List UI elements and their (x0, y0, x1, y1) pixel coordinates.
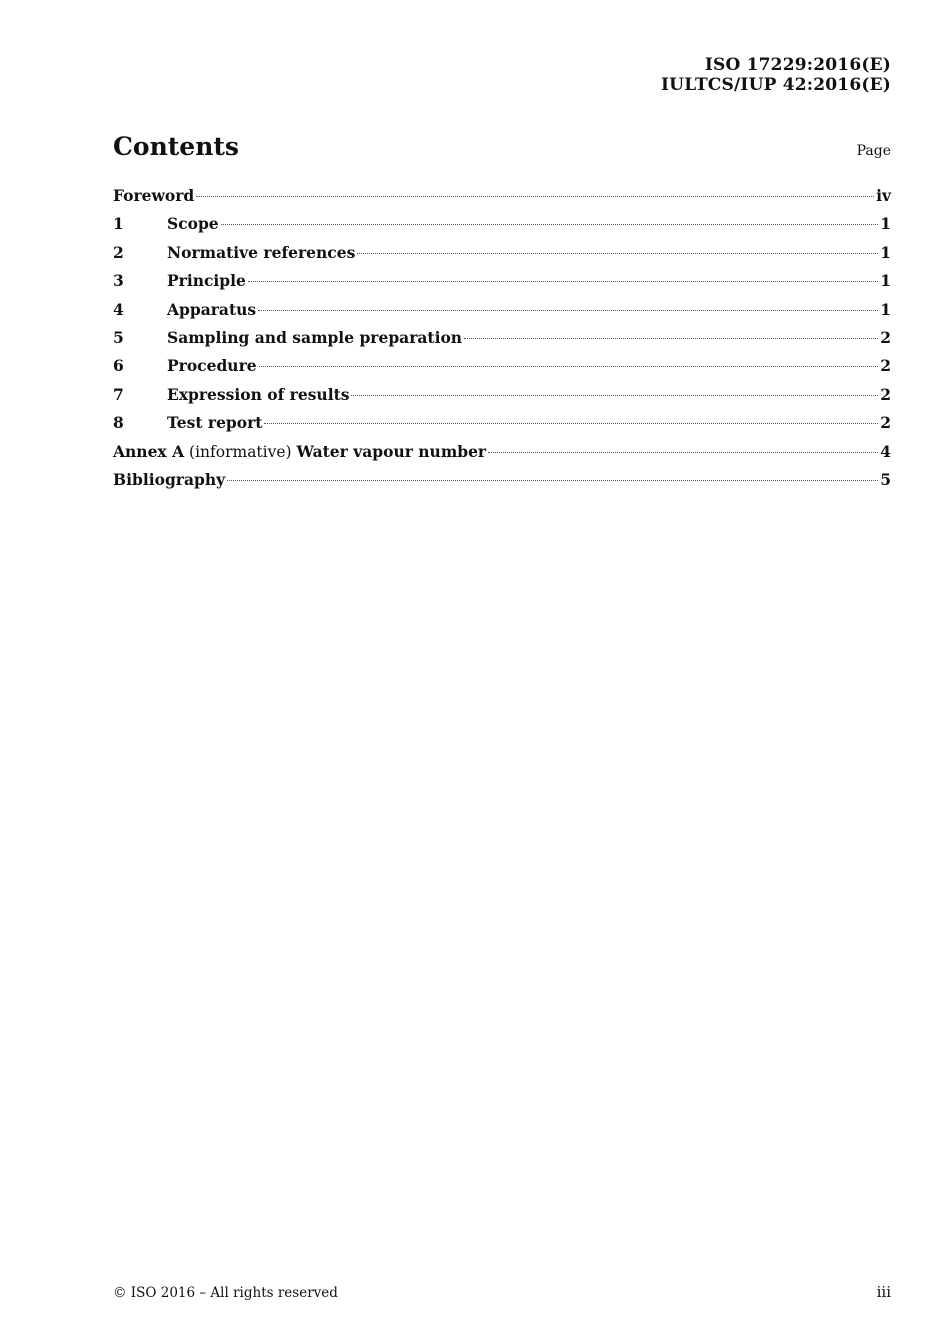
toc-page-number: 1 (880, 299, 891, 319)
toc-number: 8 (113, 413, 124, 433)
toc-entry-annex-a[interactable] (113, 441, 891, 469)
dot-leader (221, 224, 879, 225)
toc-title: Water vapour number (296, 441, 487, 461)
toc-entry-sampling[interactable] (113, 327, 891, 355)
copyright-notice: © ISO 2016 – All rights reserved (113, 1285, 338, 1301)
dot-leader (248, 281, 878, 282)
doc-id-iso: ISO 17229:2016(E) (704, 55, 891, 75)
annex-label: Annex A (113, 441, 185, 461)
dot-leader (464, 338, 878, 339)
toc-entry-apparatus[interactable] (113, 299, 891, 327)
toc-number: 4 (113, 299, 124, 319)
toc-title: Scope (167, 214, 219, 234)
toc-page-number: 1 (880, 271, 891, 291)
contents-header (113, 130, 891, 170)
toc-title: Foreword (113, 186, 195, 205)
dot-leader (259, 366, 879, 367)
toc-number: 5 (113, 327, 124, 347)
toc-page-number: iv (876, 186, 891, 205)
toc-entry-procedure[interactable] (113, 355, 891, 383)
dot-leader (264, 423, 878, 424)
toc-title: Expression of results (167, 384, 350, 404)
toc-title: Principle (167, 271, 246, 291)
toc-number: 2 (113, 242, 124, 262)
dot-leader (227, 480, 878, 481)
dot-leader (488, 452, 878, 453)
toc-entry-principle[interactable] (113, 270, 891, 298)
toc-page-number: 2 (880, 327, 891, 347)
document-identifier (661, 55, 891, 95)
dot-leader (351, 395, 878, 396)
toc-number: 1 (113, 214, 124, 234)
toc-page-number: 2 (880, 413, 891, 433)
toc-number: 7 (113, 384, 124, 404)
page-title: Contents (113, 132, 240, 161)
toc-page-number: 1 (880, 242, 891, 262)
toc-entry-scope[interactable] (113, 213, 891, 241)
doc-id-iultcs: IULTCS/IUP 42:2016(E) (661, 75, 891, 95)
table-of-contents (113, 185, 891, 497)
toc-page-number: 5 (880, 469, 891, 489)
toc-title: Sampling and sample preparation (167, 327, 463, 347)
toc-page-number: 2 (880, 356, 891, 376)
toc-entry-bibliography[interactable] (113, 469, 891, 497)
toc-page-number: 1 (880, 214, 891, 234)
dot-leader (357, 253, 878, 254)
toc-number: 6 (113, 356, 124, 376)
toc-page-number: 2 (880, 384, 891, 404)
toc-title: Apparatus (167, 299, 257, 319)
toc-entry-normative-references[interactable] (113, 242, 891, 270)
dot-leader (196, 196, 874, 197)
toc-title: Bibliography (113, 469, 226, 489)
page-column-label: Page (856, 143, 891, 159)
toc-entry-foreword[interactable] (113, 185, 891, 213)
toc-entry-expression-of-results[interactable] (113, 384, 891, 412)
toc-title: Procedure (167, 356, 257, 376)
toc-entry-test-report[interactable] (113, 412, 891, 440)
toc-number: 3 (113, 271, 124, 291)
footer-page-number: iii (876, 1283, 891, 1301)
toc-page-number: 4 (880, 441, 891, 461)
dot-leader (258, 310, 878, 311)
toc-title: Normative references (167, 242, 356, 262)
annex-type: (informative) (189, 442, 292, 461)
toc-title: Test report (167, 413, 263, 433)
